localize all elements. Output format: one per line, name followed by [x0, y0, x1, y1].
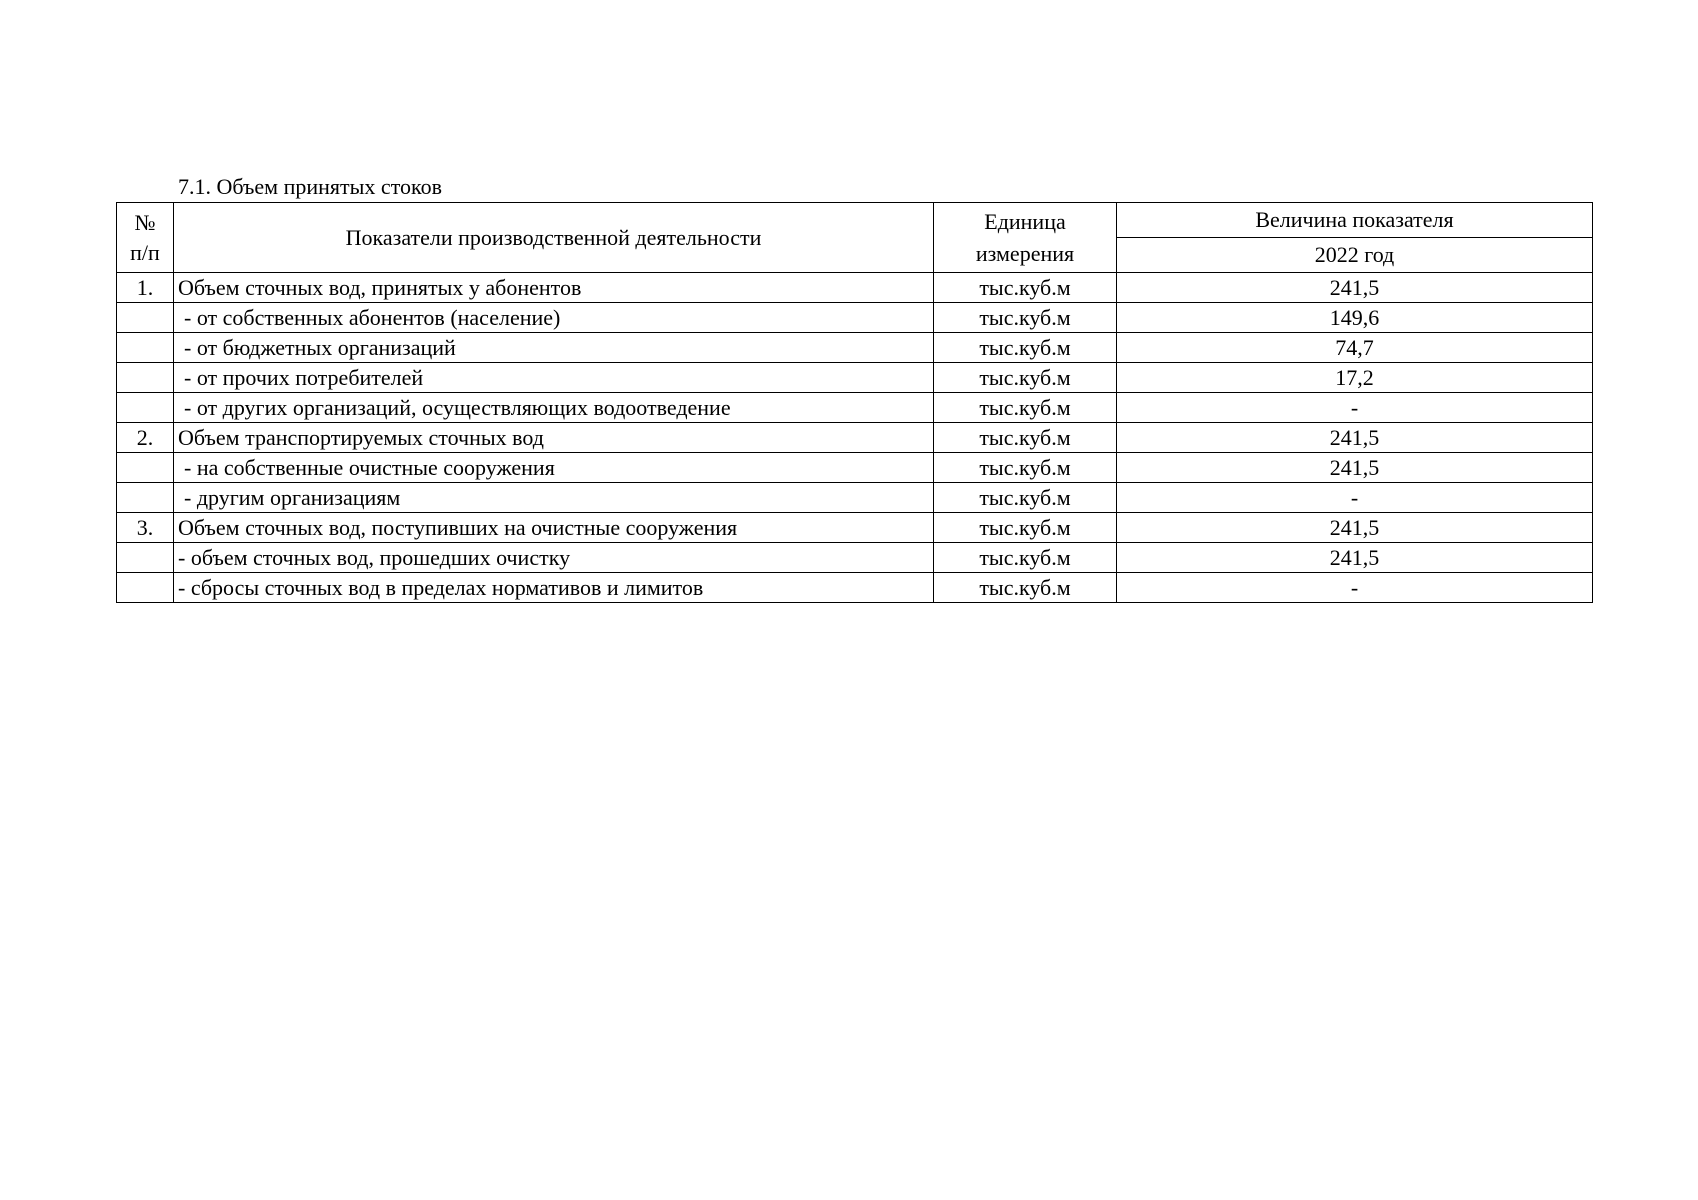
row-value: 241,5: [1117, 513, 1593, 543]
table-row: [117, 483, 1593, 513]
row-value: 74,7: [1117, 333, 1593, 363]
row-unit: тыс.куб.м: [934, 303, 1117, 333]
header-number-line2: п/п: [130, 239, 160, 265]
row-number: [117, 303, 174, 333]
table-row: [117, 303, 1593, 333]
table-row: [117, 573, 1593, 603]
row-unit: тыс.куб.м: [934, 453, 1117, 483]
row-value: -: [1117, 573, 1593, 603]
row-unit: тыс.куб.м: [934, 483, 1117, 513]
table-row: [117, 543, 1593, 573]
row-indicator: - от других организаций, осуществляющих водоотведение: [174, 393, 934, 423]
header-number-line1: №: [134, 209, 156, 235]
header-indicator: Показатели производственной деятельности: [174, 203, 934, 273]
row-indicator: - объем сточных вод, прошедших очистку: [174, 543, 934, 573]
row-number: [117, 543, 174, 573]
row-indicator: - сбросы сточных вод в пределах нормативов и лимитов: [174, 573, 934, 603]
row-unit: тыс.куб.м: [934, 363, 1117, 393]
row-indicator: - другим организациям: [174, 483, 934, 513]
row-indicator: - от бюджетных организаций: [174, 333, 934, 363]
row-unit: тыс.куб.м: [934, 573, 1117, 603]
header-unit-line2: измерения: [975, 240, 1075, 266]
row-number: [117, 453, 174, 483]
row-unit: тыс.куб.м: [934, 513, 1117, 543]
row-number: 3.: [117, 513, 174, 543]
table-row: [117, 273, 1593, 303]
row-value: -: [1117, 483, 1593, 513]
row-unit: тыс.куб.м: [934, 543, 1117, 573]
wastewater-table: [116, 202, 1593, 603]
row-value: 241,5: [1117, 453, 1593, 483]
header-year: 2022 год: [1117, 238, 1593, 273]
row-unit: тыс.куб.м: [934, 273, 1117, 303]
table-row: [117, 333, 1593, 363]
row-value: 241,5: [1117, 423, 1593, 453]
row-value: 241,5: [1117, 543, 1593, 573]
header-unit-line1: Единица: [984, 208, 1066, 234]
row-indicator: - от прочих потребителей: [174, 363, 934, 393]
row-unit: тыс.куб.м: [934, 393, 1117, 423]
row-number: 1.: [117, 273, 174, 303]
row-indicator: Объем сточных вод, принятых у абонентов: [174, 273, 934, 303]
row-value: 241,5: [1117, 273, 1593, 303]
table-row: [117, 453, 1593, 483]
table-row: [117, 363, 1593, 393]
row-number: [117, 363, 174, 393]
row-value: -: [1117, 393, 1593, 423]
row-number: [117, 393, 174, 423]
row-number: 2.: [117, 423, 174, 453]
row-unit: тыс.куб.м: [934, 333, 1117, 363]
row-indicator: - от собственных абонентов (население): [174, 303, 934, 333]
row-indicator: - на собственные очистные сооружения: [174, 453, 934, 483]
row-value: 149,6: [1117, 303, 1593, 333]
table-caption: 7.1. Объем принятых стоков: [178, 174, 442, 199]
header-value: Величина показателя: [1117, 203, 1593, 238]
row-value: 17,2: [1117, 363, 1593, 393]
header-unit: [934, 203, 1117, 273]
table-row: [117, 513, 1593, 543]
row-indicator: Объем сточных вод, поступивших на очистные сооружения: [174, 513, 934, 543]
row-number: [117, 573, 174, 603]
table-row: [117, 393, 1593, 423]
row-indicator: Объем транспортируемых сточных вод: [174, 423, 934, 453]
row-number: [117, 333, 174, 363]
table-row: [117, 423, 1593, 453]
row-unit: тыс.куб.м: [934, 423, 1117, 453]
header-number: [117, 203, 174, 273]
row-number: [117, 483, 174, 513]
